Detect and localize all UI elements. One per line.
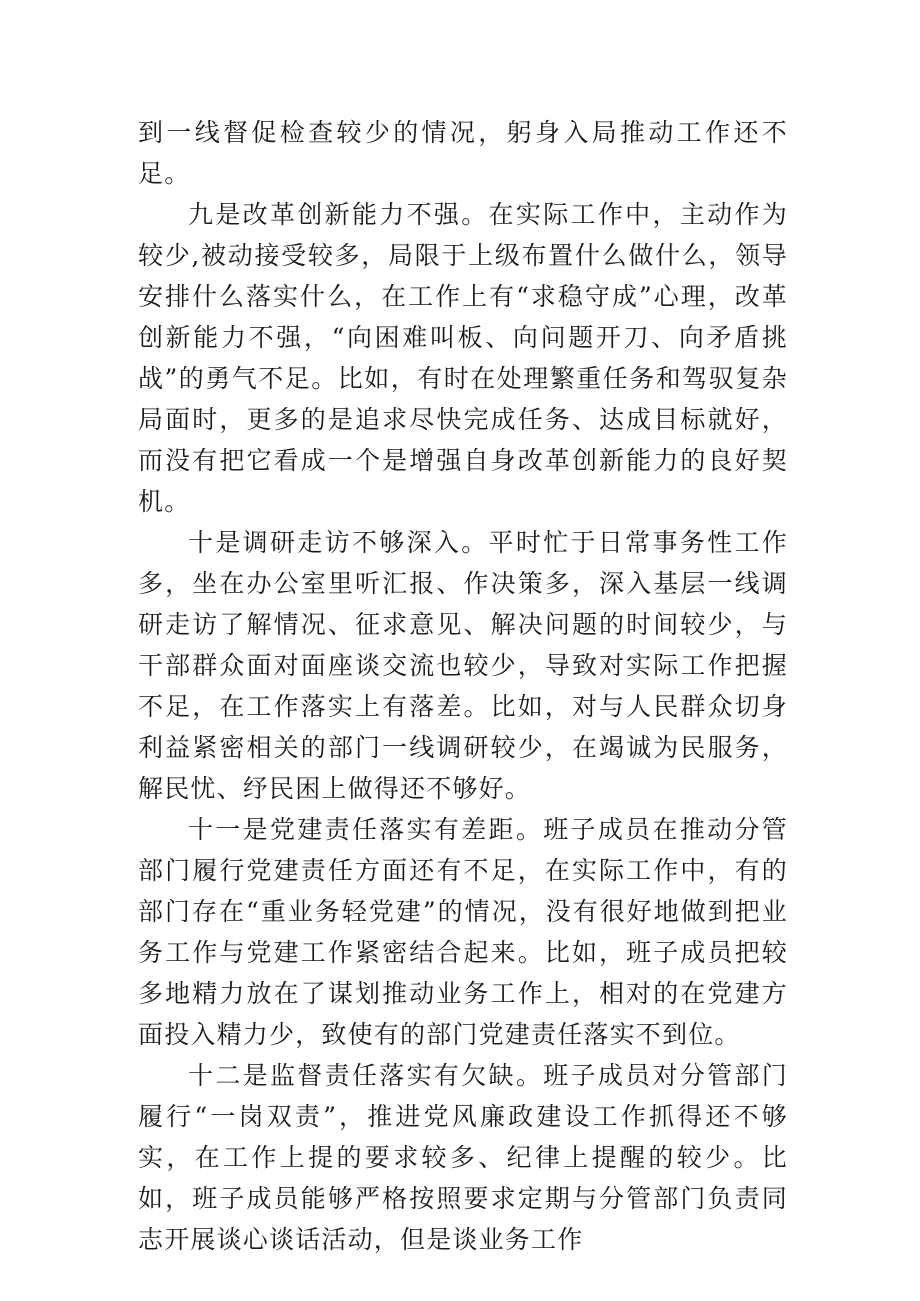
paragraph-ten-research-visits: 十是调研走访不够深入。平时忙于日常事务性工作多，坐在办公室里听汇报、作决策多，深入基层一线调研走访了解情况、征求意见、解决问题的时间较少，与干部群众面对面座谈交流也较少，导致对实际工作把握不足，在工作落实上有落差。比如，对与人民群众切身利益紧密相关的部门一线调研较少，在竭诚为民服务，解民忧、纾民困上做得还不够好。	[138, 528, 788, 803]
paragraph-twelve-supervision: 十二是监督责任落实有欠缺。班子成员对分管部门履行“一岗双责”，推进党风廉政建设工作抓得还不够实，在工作上提的要求较多、纪律上提醒的较少。比如，班子成员能够严格按照要求定期与分管部门负责同志开展谈心谈话活动，但是谈业务工作	[138, 1061, 788, 1254]
document-body	[138, 112, 788, 1260]
paragraph-nine-reform-innovation: 九是改革创新能力不强。在实际工作中，主动作为较少,被动接受较多，局限于上级布置什么做什么，领导安排什么落实什么，在工作上有“求稳守成”心理，改革创新能力不强，“向困难叫板、向问题开刀、向矛盾挑战”的勇气不足。比如，有时在处理繁重任务和驾驭复杂局面时，更多的是追求尽快完成任务、达成目标就好，而没有把它看成一个是增强自身改革创新能力的良好契机。	[138, 200, 788, 516]
paragraph-continuation: 到一线督促检查较少的情况，躬身入局推动工作还不足。	[138, 118, 788, 188]
paragraph-eleven-party-building: 十一是党建责任落实有差距。班子成员在推动分管部门履行党建责任方面还有不足，在实际工作中，有的部门存在“重业务轻党建”的情况，没有很好地做到把业务工作与党建工作紧密结合起来。比如，班子成员把较多地精力放在了谋划推动业务工作上，相对的在党建方面投入精力少，致使有的部门党建责任落实不到位。	[138, 815, 788, 1049]
